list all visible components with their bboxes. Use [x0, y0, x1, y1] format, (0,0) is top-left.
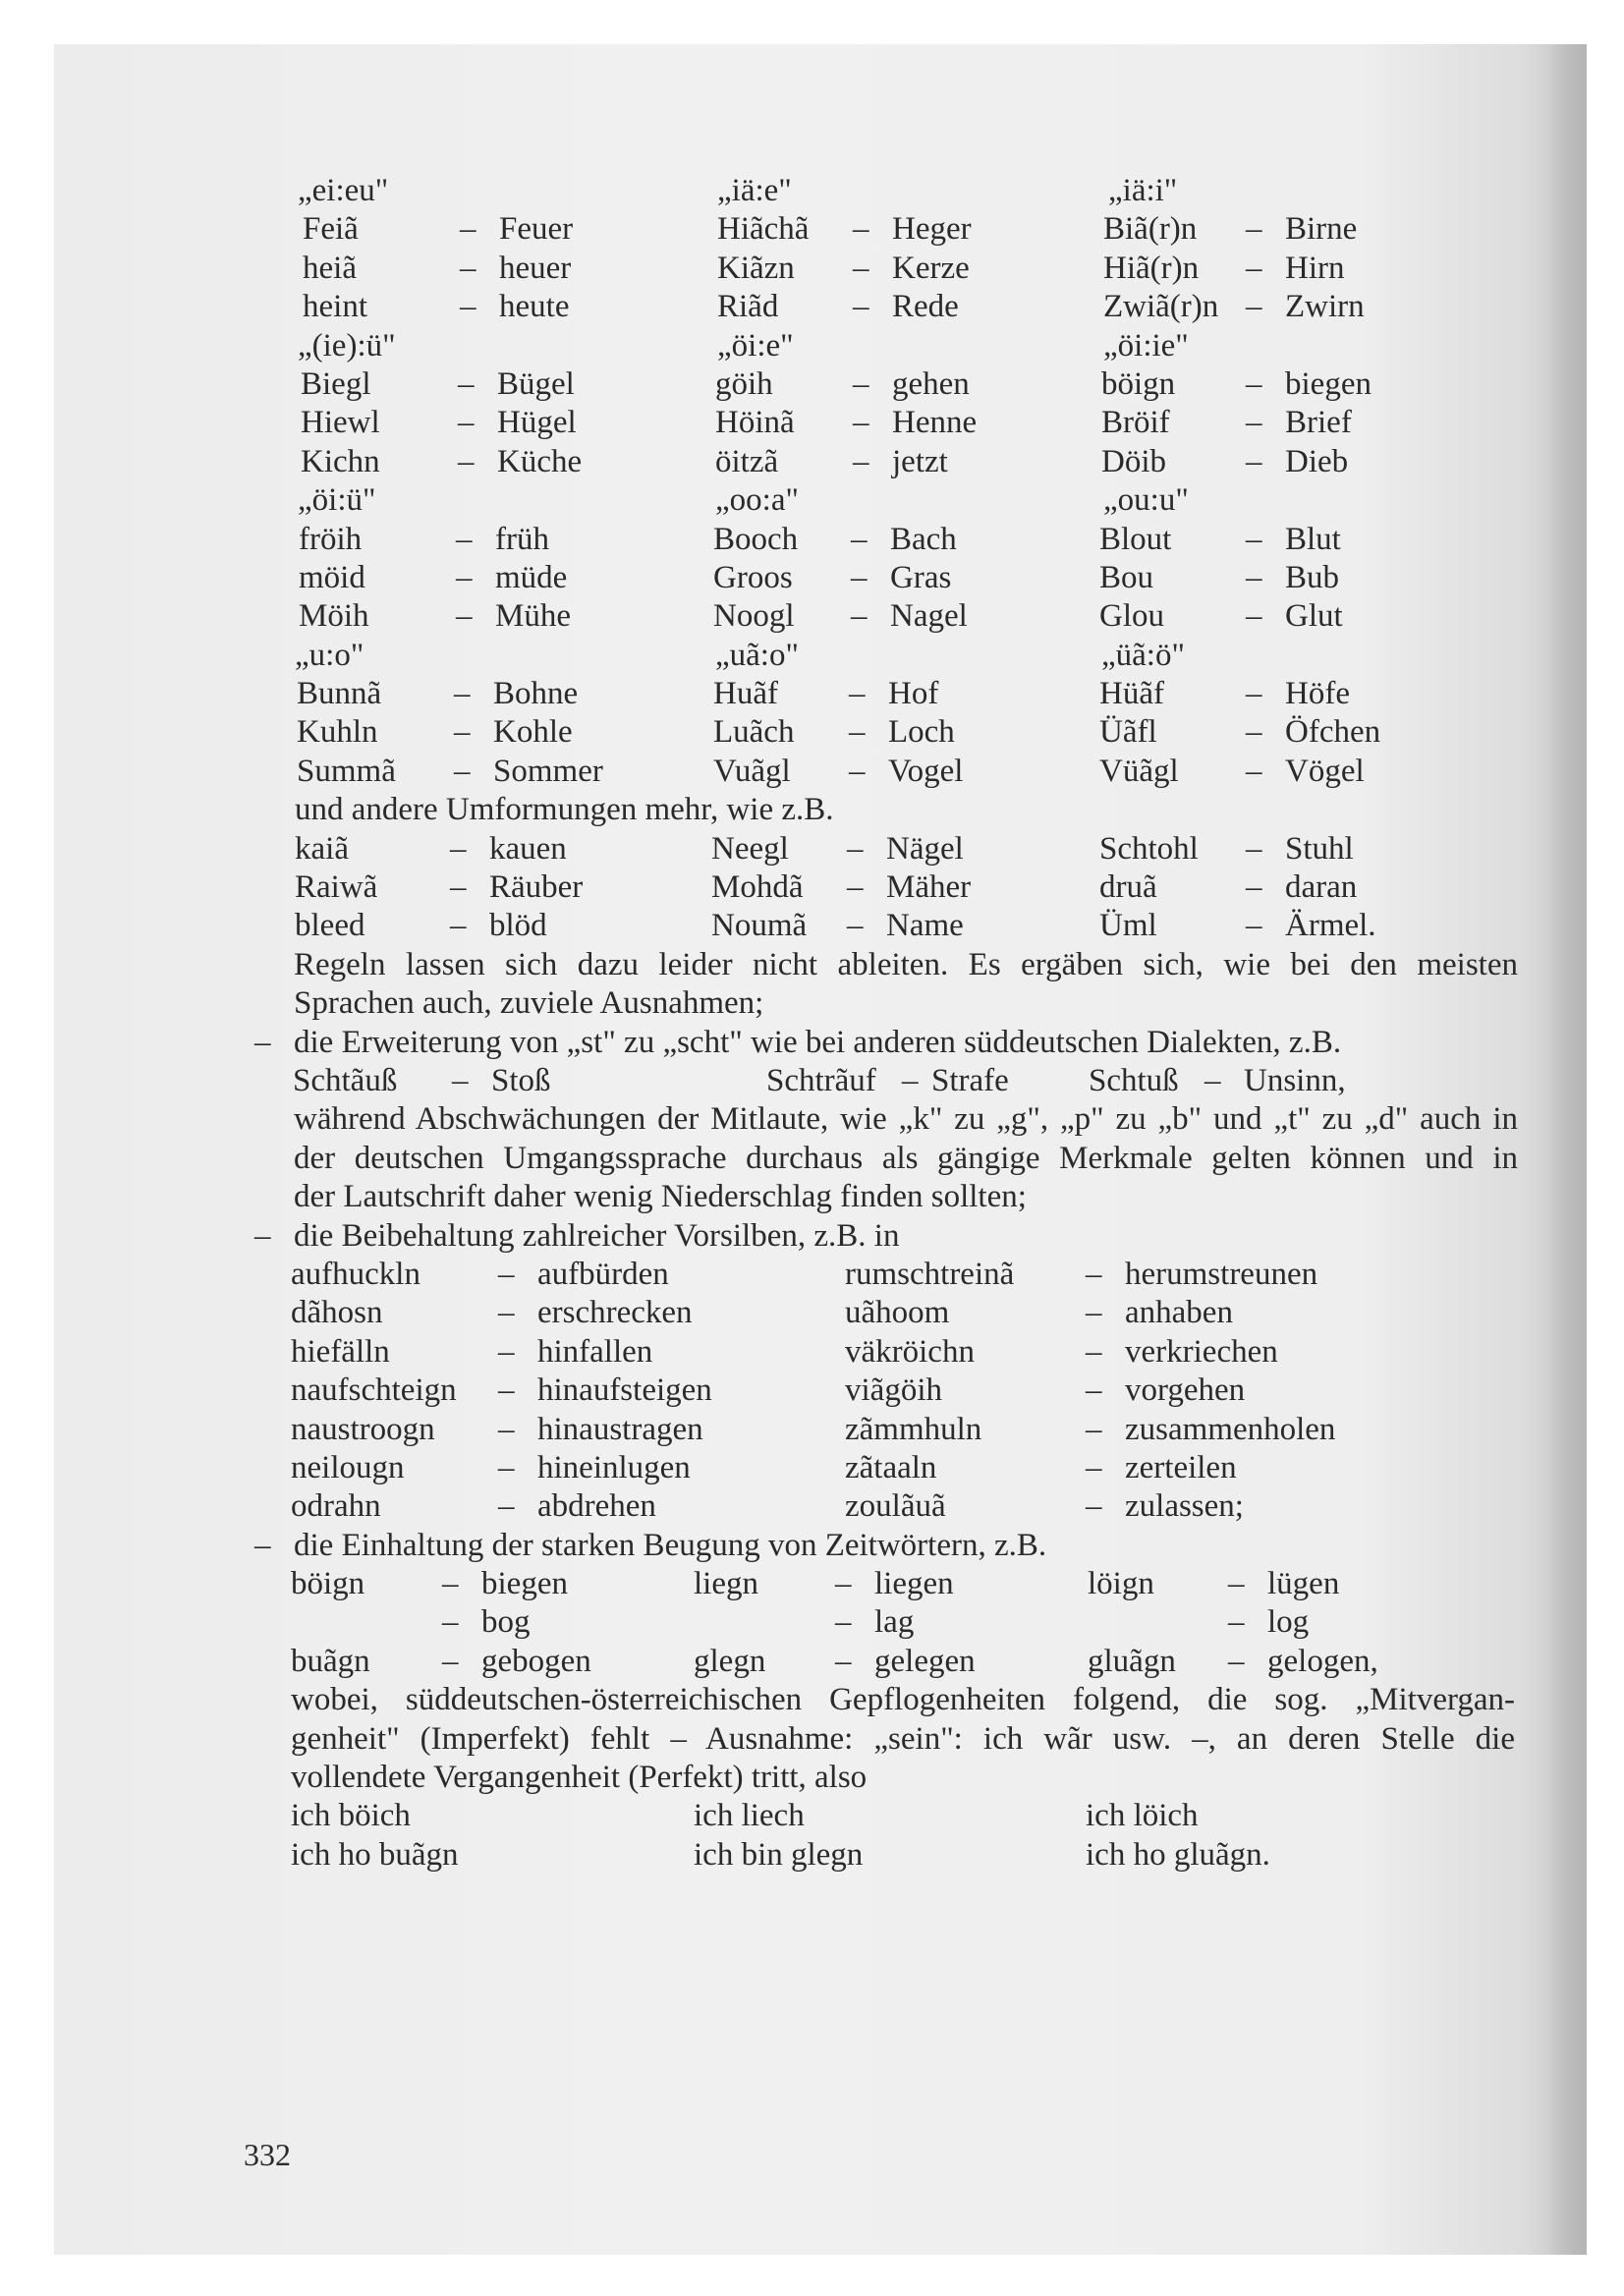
list-item-strong-verbs: – die Einhaltung der starken Beugung von Zeitwörtern, z.B. — [294, 1527, 1523, 1565]
prefix-row: aufhuckln – aufbürden rumschtreinã – herumstreunen — [291, 1256, 1318, 1292]
word-pair-row: Möih – Mühe Noogl – Nagel Glou – Glut — [299, 598, 1343, 635]
word-pair-row: Biegl – Bügel göih – gehen böign – biegen — [301, 365, 1372, 402]
word-pair-row: Schtãuß – Stoß Schtrãuf – Strafe Schtuß – Unsinn, — [293, 1062, 1346, 1098]
word-pair-row: Bunnã – Bohne Huãf – Hof Hüãf – Höfe — [297, 676, 1350, 712]
perfect-tense-paragraph: wobei, süddeutschen-österreichischen Gepflogenheiten folgend, die sog. „Mitvergan- genheit" (Imperfekt) fehlt – Ausnahme: „sein": ich wãr usw. –, an deren Stelle die vollendete Vergangenheit (Perfekt) tritt, also — [291, 1682, 1515, 1796]
list-item-prefixes: – die Beibehaltung zahlreicher Vorsilben, z.B. in — [294, 1217, 1523, 1256]
word-pair-row: Summã – Sommer Vuãgl – Vogel Vüãgl – Vögel — [297, 753, 1365, 789]
prefix-row: naustroogn – hinaustragen zãmmhuln – zusammenholen — [291, 1411, 1336, 1447]
word-pair-row: heiã – heuer Kiãzn – Kerze Hiã(r)n – Hirn — [303, 250, 1345, 286]
word-pair-row: bleed – blöd Noumã – Name Üml – Ärmel. — [295, 908, 1376, 944]
word-pair-row: heint – heute Riãd – Rede Zwiã(r)n – Zwirn — [303, 289, 1365, 325]
verb-row: buãgn – gebogen glegn – gelegen gluãgn – gelogen, — [291, 1643, 1378, 1679]
word-pair-row: Raiwã – Räuber Mohdã – Mäher druã – daran — [295, 869, 1358, 906]
page-number: 332 — [244, 2137, 291, 2172]
st-explanation: während Abschwächungen der Mitlaute, wie „k" zu „g", „p" zu „b" und „t" zu „d" auch in der deutschen Umgangssprache durchaus als gängige Merkmale gelten können und in der Lautschrift daher wenig Niederschlag finden sollten; — [294, 1101, 1518, 1215]
section-heading: „ei:eu" „iä:e" „iä:i" — [298, 173, 1178, 208]
word-pair-row: Feiã – Feuer Hiãchã – Heger Biã(r)n – Birne — [303, 211, 1358, 248]
prefix-row: hiefälln – hinfallen väkröichn – verkriechen — [291, 1333, 1278, 1370]
word-pair-row: Kuhln – Kohle Luãch – Loch Üãfl – Öfchen — [297, 714, 1381, 751]
verb-row: – bog – lag – log — [442, 1604, 1310, 1641]
list-bullet: – — [254, 1024, 271, 1060]
list-bullet: – — [254, 1217, 271, 1254]
word-pair-row: Hiewl – Hügel Höinã – Henne Bröif – Brief — [301, 405, 1352, 441]
example-row: ich ho buãgn ich bin glegn ich ho gluãgn. — [291, 1836, 1270, 1873]
list-bullet: – — [254, 1527, 271, 1563]
prefix-row: odrahn – abdrehen zoulãuã – zulassen; — [291, 1488, 1244, 1525]
example-row: ich böich ich liech ich löich — [291, 1798, 1199, 1834]
list-item-st-scht: – die Erweiterung von „st" zu „scht" wie bei anderen süddeutschen Dialekten, z.B. — [294, 1024, 1523, 1062]
section-heading: „öi:ü" „oo:a" „ou:u" — [298, 482, 1189, 519]
page-edge-shadow — [1547, 44, 1587, 2255]
document-body — [246, 172, 1523, 1875]
word-pair-row: fröih – früh Booch – Bach Blout – Blut — [299, 521, 1341, 557]
word-pair-row: Kichn – Küche öitzã – jetzt Döib – Dieb — [301, 443, 1349, 479]
other-transformations-intro: und andere Umformungen mehr, wie z.B. — [295, 792, 834, 828]
section-heading: „u:o" „uã:o" „üã:ö" — [295, 637, 1185, 673]
prefix-row: naufschteign – hinaufsteigen viãgöih – vorgehen — [291, 1372, 1246, 1409]
rules-paragraph: Regeln lassen sich dazu leider nicht ableiten. Es ergäben sich, wie bei den meisten Sprachen auch, zuviele Ausnahmen; — [294, 946, 1518, 1022]
verb-row: böign – biegen liegn – liegen löign – lügen — [291, 1566, 1340, 1602]
word-pair-row: möid – müde Groos – Gras Bou – Bub — [299, 559, 1340, 595]
word-pair-row: kaiã – kauen Neegl – Nägel Schtohl – Stuhl — [295, 830, 1354, 867]
prefix-row: dãhosn – erschrecken uãhoom – anhaben — [291, 1295, 1233, 1331]
section-heading: „(ie):ü" „öi:e" „öi:ie" — [298, 327, 1189, 364]
prefix-row: neilougn – hineinlugen zãtaaln – zerteilen — [291, 1449, 1237, 1485]
